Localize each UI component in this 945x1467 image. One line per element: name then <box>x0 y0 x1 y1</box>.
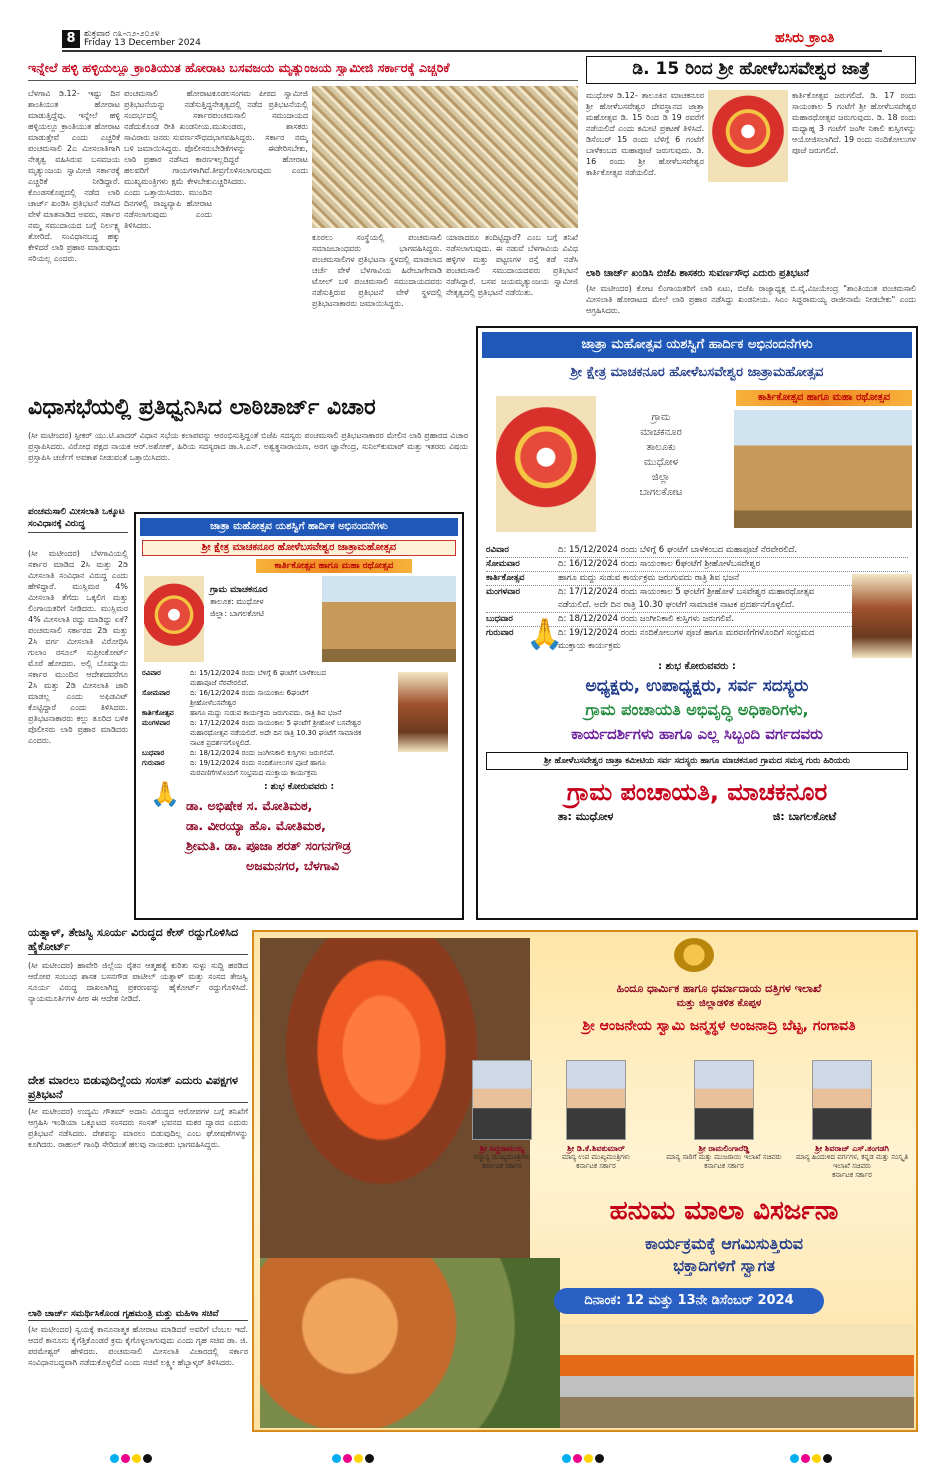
big-ad-district: ಜಿ: ಬಾಗಲಕೋಟೆ <box>772 810 837 823</box>
big-sched-text: ಹಾಗೂ ಮದ್ದು ಸುಡುವ ಕಾರ್ಯಕ್ರಮ ಜರುಗುವದು ರಾತ್ರಿ ಶಿವ ಭಜನೆ <box>558 573 740 583</box>
small-ad-name1: ಡಾ. ಅಭಿಷೇಕ ಸ. ಮೋತಿಮಠ, <box>186 798 313 813</box>
small-ad-name4: ಅಜಮನಗರ, ಬೆಳಗಾವಿ <box>246 858 340 873</box>
big-ad-idol-photo <box>496 396 596 532</box>
small-ad-name3: ಶ್ರೀಮತಿ. ಡಾ. ಪೂಜಾ ಶರತ್ ಸಂಗನಗೌಡ್ರ <box>186 838 352 853</box>
hanuma-dept: ಹಿಂದೂ ಧಾರ್ಮಿಕ ಹಾಗೂ ಧರ್ಮಾದಾಯ ದತ್ತಿಗಳ ಇಲಾಖೆ <box>616 982 822 995</box>
cmyk-dot <box>343 1454 352 1463</box>
small-sched-text: ದಿ: 17/12/2024 ರಂದು ಸಾಯಂಕಾಲ 5 ಘಂಟೆಗೆ ಶ್ರೀಹೋಳೆ ಬಸವೇಶ್ವರ ಮಹಾರಥೋತ್ಸವ ನಡೆಯಲಿದೆ. ಅದೇ ದಿನ ರಾತ್ರಿ 10.30 ಘಂಟೆಗೆ ಸಾಮಾಜಿಕ ನಾಟಕ ಪ್ರದರ್ಶನಗೊಳ್ಳಲಿದೆ. <box>190 719 362 747</box>
big-sched-row <box>486 586 908 613</box>
parliament-body: (ಸೀ ಮಟೀಂದರ) ಉದ್ಯಮಿ ಗೌತಮ್ ಅದಾನಿ ವಿರುದ್ಧದ ಆರೋಪಗಳ ಬಗ್ಗೆ ತನಿಖೆಗೆ ಆಗ್ರಹಿಸಿ ಇಂಡಿಯಾ ಒಕ್ಕೂಟದ ಸಂಸದರು ಸಂಸತ್ ಭವನದ ಮಕರ ದ್ವಾರದ ಎದುರು ಪ್ರತಿಭಟನೆ ನಡೆಸಿದರು. ದೇಶವನ್ನು ಮಾರಲು ಬಿಡುವುದಿಲ್ಲ ಎಂಬ ಘೋಷಣೆಗಳನ್ನು ಕೂಗಿದರು. ರಾಹುಲ್ ಗಾಂಧಿ ಸೇರಿದಂತೆ ಹಲವು ನಾಯಕರು ಭಾಗವಹಿಸಿದ್ದರು. <box>28 1107 248 1149</box>
big-ad-place-0: ಗ್ರಾಮ <box>651 412 671 423</box>
big-ad-temple-photo <box>734 410 912 528</box>
big-sched-text: ದಿ: 16/12/2024 ರಂದು ಸಾಯಂಕಾಲ 6ಘಂಟೆಗೆ ಶ್ರೀಹೋಳೆಬಸವೇಶ್ವರ <box>558 559 761 569</box>
big-sched-row <box>486 572 908 586</box>
cmyk-dot <box>790 1454 799 1463</box>
header-rule <box>62 50 882 52</box>
cmyk-marks-1 <box>110 1448 154 1467</box>
cmyk-dot <box>132 1454 141 1463</box>
leader-role-3: ಮಾನ್ಯ ಸಾರಿಗೆ ಮತ್ತು ಮುಜರಾಯಿ ಇಲಾಖೆ ಸಚಿವರು <box>666 1153 782 1161</box>
big-ad-place-3: ಮುಧೋಳ <box>643 457 679 468</box>
small-ad-greet-label: : ಶುಭ ಕೋರುವವರು : <box>263 782 335 792</box>
cmyk-dot <box>354 1454 363 1463</box>
lead-col3: ಕೂಡಲಸಂಗಮ ಪೀಠದ ಸ್ವಾಮೀಜಿ ನೇತೃತ್ವದಲ್ಲಿ ನಡೆದ ಪ್ರತಿಭಟನೆಯಲ್ಲಿ ಪಂಚಮಸಾಲಿ ಸಮುದಾಯದ ಮುಖಂಡರು, ಶಾಸಕರು ಭಾಗವಹಿಸಿದ್ದರು. ಸರ್ಕಾರ ನಮ್ಮ ಬೇಡಿಕೆಗಳನ್ನು ಈಡೇರಿಸಬೇಕು, ಇಲ್ಲದಿದ್ದರೆ ಹೋರಾಟ ತೀವ್ರಗೊಳಿಸಲಾಗುವುದು ಎಂದು ಎಚ್ಚರಿಸಿದರು. <box>212 89 308 186</box>
small-sched-row <box>142 758 456 778</box>
panchamasali-headline: ಪಂಚಮಸಾಲಿ ಮೀಸಲಾತಿ ಒಕ್ಕೂಟ ಸಂವಿಧಾನಕ್ಕೆ ವಿರುದ್ಧ <box>28 506 128 533</box>
leader-name-4: ಶ್ರೀ ಶಿವರಾಜ್ ಎಸ್.ತಂಗಡಗಿ <box>815 1144 889 1153</box>
big-sched-text: ದಿ: 15/12/2024 ರಂದು ಬೆಳಿಗ್ಗೆ 6 ಘಂಟೆಗೆ ಬಾಳೆಕಂಬದ ಮಹಾಪೂಜೆ ನೆರವೇರಲಿದೆ. <box>558 545 798 555</box>
small-sched-day: ಗುರುವಾರ <box>142 759 165 767</box>
holebasaveshwar-idol-photo <box>708 90 788 182</box>
protest-crowd-photo <box>312 86 578 228</box>
small-ad-chariot-photo <box>398 672 448 752</box>
big-ad-chariot-photo <box>852 574 912 658</box>
small-sched-text: ದಿ: 15/12/2024 ರಂದು ಬೆಳಿಗ್ಗೆ 6 ಘಂಟೆಗೆ ಬಾಳೆಕಂಬದ ಮಹಾಪೂಜೆ ನೆರವೇರಲಿದೆ. <box>190 669 327 687</box>
masthead: ಹಸಿರು ಕ್ರಾಂತಿ <box>775 30 835 46</box>
anjanadri-hill-photo <box>260 1258 560 1428</box>
leader-caption-4 <box>790 1144 914 1180</box>
hanuma-mala-ad <box>252 930 918 1432</box>
big-sched-day: ಮಂಗಳವಾರ <box>486 587 521 597</box>
leader-portrait-2 <box>566 1060 626 1140</box>
cmyk-dot <box>584 1454 593 1463</box>
leader-gov-4: ಕರ್ನಾಟಕ ಸರ್ಕಾರ <box>832 1171 872 1179</box>
cmyk-dot <box>595 1454 604 1463</box>
small-ad-subtitle: ಶ್ರೀ ಕ್ಷೇತ್ರ ಮಾಚಕನೂರ ಹೋಳೆಬಸವೇಶ್ವರ ಜಾತ್ರಾಮಹೋತ್ಸವ <box>142 540 456 556</box>
small-sched-text: ದಿ: 16/12/2024 ರಂದು ಸಾಯಂಕಾಲ 6ಘಂಟೆಗೆ ಶ್ರೀಹೋಳೆಬಸವೇಶ್ವರ <box>190 689 309 707</box>
temple-crowd-photo <box>560 1324 914 1428</box>
hanuma-temple: ಶ್ರೀ ಆಂಜನೇಯ ಸ್ವಾಮಿ ಜನ್ಮಸ್ಥಳ ಅಂಜನಾದ್ರಿ ಬೆಟ್ಟ, ಗಂಗಾವತಿ <box>582 1018 856 1034</box>
parliament-headline: ದೇಶ ಮಾರಲು ಬಿಡುವುದಿಲ್ಲೆಂದು ಸಂಸತ್ ಎದುರು ವಿಪಕ್ಷಗಳ ಪ್ರತಿಭಟನೆ <box>28 1074 248 1103</box>
small-sched-day: ಸೋಮವಾರ <box>142 689 170 697</box>
karnataka-emblem-icon <box>674 938 714 972</box>
lead-col1: ಬೆಳಗಾವಿ ಡಿ.12- ಇಷ್ಟು ದಿನ ಶಾಂತಿಯುತ ಹೋರಾಟ ಮಾಡುತ್ತಿದ್ದೆವು. ಇನ್ನೇಲೆ ಹಳ್ಳಿ ಹಳ್ಳಿಯಲ್ಲೂ ಕ್ರಾಂತಿಯುತ ಹೋರಾಟ ಮಾಡುತ್ತೇವೆ ಎಂದು ಎಚ್ಚರಿಕೆ ಪಂಚಮಸಾಲಿ 2ಎ ಮೀಸಲಾತಿಗಾಗಿ ನೇತೃತ್ವ ವಹಿಸಿರುವ ಬಸವಜಯ ಮೃತ್ಯುಂಜಯ ಸ್ವಾಮೀಜಿ ಸರ್ಕಾರಕ್ಕೆ ಎಚ್ಚರಿಕೆ ನೀಡಿದ್ದಾರೆ. ಕೊಂಡಸಕೊಪ್ಪದಲ್ಲಿ ನಡೆದ ಲಾಠಿ ಚಾರ್ಜ್ ಖಂಡಿಸಿ ಪ್ರತಿಭಟನೆ ನಡೆಸಿದ ವೇಳೆ ಮಾತನಾಡಿದ ಅವರು, ಸರ್ಕಾರ ನಮ್ಮ ಸಮುದಾಯದ ಬಗ್ಗೆ ನಿರ್ಲಕ್ಷ್ಯ ತೋರಿದೆ. ಸಂವಿಧಾನಬದ್ಧ ಹಕ್ಕು ಕೇಳಿದರೆ ಲಾಠಿ ಪ್ರಹಾರ ಮಾಡುವುದು ಸರಿಯಲ್ಲ ಎಂದರು. <box>28 89 120 263</box>
leader-name-3: ಶ್ರೀ ರಾಮಲಿಂಗಾರೆಡ್ಡಿ <box>698 1144 750 1153</box>
big-ad-title: ಜಾತ್ರಾ ಮಹೋತ್ಸವ ಯಶಸ್ವಿಗೆ ಹಾರ್ದಿಕ ಅಭಿನಂದನೆಗಳು <box>482 332 912 358</box>
cmyk-dot <box>562 1454 571 1463</box>
small-ad-place-3: ಜಿಲ್ಲಾ: ಬಾಗಲಕೋಟಿ <box>210 609 264 618</box>
big-sched-day: ಕಾರ್ತಿಕೋತ್ಸವ <box>486 573 525 583</box>
big-ad-place <box>606 410 716 500</box>
big-ad-greet1: ಅಧ್ಯಕ್ಷರು, ಉಪಾಧ್ಯಕ್ಷರು, ಸರ್ವ ಸದಸ್ಯರು <box>585 676 809 696</box>
hanuma-sub1: ಕಾರ್ಯಕ್ರಮಕ್ಕೆ ಆಗಮಿಸುತ್ತಿರುವ <box>644 1234 804 1253</box>
small-ad-place-2: ತಾಲೂಕ: ಮುಧೋಳ <box>210 597 264 606</box>
big-sched-day: ಬುಧವಾರ <box>486 614 513 624</box>
small-ad-temple-photo <box>322 576 456 662</box>
lathi-support-body: (ಸೀ ಮಟೀಂದರ) ಸ್ವಯಕ್ಕೆ ಕಾನೂನಾತ್ಮಕ ಹೋರಾಟ ಮಾಡಿದರೆ ಅವರಿಗೆ ಬೆಂಬಲ ಇದೆ. ಆದರೆ ಕಾನೂನು ಕೈಗೆತ್ತಿಕೊಂಡರೆ ಕ್ರಮ ಕೈಗೊಳ್ಳಲಾಗುವುದು ಎಂದು ಗೃಹ ಸಚಿವ ಡಾ. ಜಿ. ಪರಮೇಶ್ವರ್ ಹೇಳಿದರು. ಪಂಚಮಸಾಲಿ ಮೀಸಲಾತಿ ವಿಚಾರದಲ್ಲಿ ಸರ್ಕಾರ ಸಂವಿಧಾನಬದ್ಧವಾಗಿ ನಡೆದುಕೊಳ್ಳಲಿದೆ ಎಂದು ಸಚಿವೆ ಲಕ್ಷ್ಮೀ ಹೆಬ್ಬಾಳ್ಕರ್ ತಿಳಿಸಿದರು. <box>28 1325 248 1367</box>
big-ad-place-4: ಜಿಲ್ಲಾ <box>652 472 670 483</box>
jatre-body-a: ಮುಧೋಳ ಡಿ.12- ತಾಲೂಕಿನ ಮಾಚಕನೂರ ಶ್ರೀ ಹೋಳೆಬಸವೇಶ್ವರ ದೇವಸ್ಥಾನದ ಜಾತ್ರಾ ಮಹೋತ್ಸವ ಡಿ. 15 ರಿಂದ ಡಿ 19 ರವರೆಗೆ ನಡೆಯಲಿದೆ ಎಂದು ಕಮೀಟಿ ಪ್ರಕಟಣೆ ತಿಳಿಸಿದೆ. ಡಿಸೆಂಬರ್ 15 ರಂದು ಬೆಳಿಗ್ಗೆ 6 ಗಂಟೆಗೆ ಬಾಳೆಕಂಬದ ಮಹಾಪೂಜೆ ಜರುಗುವುದು. ಡಿ. 16 ರಂದು ಶ್ರೀ ಹೋಳೆಬಸವೇಶ್ವರ ಕಾರ್ತಿಕೋತ್ಸವ ನಡೆಯಲಿದೆ. <box>586 91 704 177</box>
big-ad-greet3: ಕಾರ್ಯದರ್ಶಿಗಳು ಹಾಗೂ ಎಲ್ಲ ಸಿಬ್ಬಂದಿ ವರ್ಗದವರು <box>571 725 823 743</box>
date-kannada: ಶುಕ್ರವಾರ ೧೩-೧೨-೨೦೨೪ <box>84 29 160 39</box>
date-line <box>84 30 201 48</box>
cmyk-dot <box>801 1454 810 1463</box>
cmyk-marks-2 <box>332 1448 376 1467</box>
small-ad-place-1: ಗ್ರಾಮ ಮಾಚಕನೂರ <box>210 585 268 595</box>
big-ad-committee: ಶ್ರೀ ಹೋಳೆಬಸವೇಶ್ವರ ಜಾತ್ರಾ ಕಮೀಟಿಯ ಸರ್ವ ಸದಸ್ಯರು ಹಾಗೂ ಮಾಚಕನೂರ ಗ್ರಾಮದ ಸಮಸ್ತ ಗುರು ಹಿರಿಯರು <box>486 752 908 770</box>
hanuma-dept2: ಮತ್ತು ಜಿಲ್ಲಾಡಳಿತ ಕೊಪ್ಪಳ <box>676 998 762 1009</box>
bjp-protest-headline: ಲಾಠಿ ಚಾರ್ಜ್ ಖಂಡಿಸಿ ಬಿಜೆಪಿ ಶಾಸಕರು ಸುವರ್ಣಸೌಧ ಎದುರು ಪ್ರತಿಭಟನೆ <box>586 268 809 279</box>
cmyk-dot <box>121 1454 130 1463</box>
date-english: Friday 13 December 2024 <box>84 38 201 48</box>
big-ad-org: ಗ್ರಾಮ ಪಂಚಾಯತಿ, ಮಾಚಕನೂರ <box>566 778 828 806</box>
panchamasali-body: (ಸೀ ಮಟೀಂದರ) ಬೆಳಗಾವಿಯಲ್ಲಿ ಸರ್ಕಾರ ಮಾಡಿದ 2ಸಿ ಮತ್ತು 2ಡಿ ಮೀಸಲಾತಿ ಸಂವಿಧಾನ ವಿರುದ್ಧ ಎಂದು ಹೇಳಿದ್ದಾರೆ. ಮುಸ್ಲಿಮರ 4% ಮೀಸಲಾತಿ ತೆಗೆದು ಒಕ್ಕಲಿಗ ಮತ್ತು ಲಿಂಗಾಯತರಿಗೆ ನೀಡಿದರು. ಮುಸ್ಲಿಮರ 4% ಮೀಸಲಾತಿ ರದ್ದು ಮಾಡಿದ್ದು ಏಕೆ? ಪಂಚಮಸಾಲಿ ಸರ್ಕಾರದ 2ಡಿ ಮತ್ತು 2ಸಿ ವರ್ಗ ಮೀಸಲಾತಿ ವಿರೋಧಿಸಿ ಗುಲಾಂ ರಸೂಲ್ ಸುಪ್ರೀಂಕೋರ್ಟ್ ಮೊರೆ ಹೋದರು. ಅಲ್ಲಿ ಬೊಮ್ಮಾಯಿ ಸರ್ಕಾರ ಮುಂದಿನ ಆದೇಶದವರೆಗೂ 2ಸಿ ಮತ್ತು 2ಡಿ ಮೀಸಲಾತಿ ಜಾರಿ ಮಾಡಲ್ಲ ಎಂದು ಅಫಿಡವಿಟ್ ಕೊಟ್ಟಿದ್ದಾರೆ ಎಂದು ತಿಳಿಸಿದರು. ಪ್ರತಿಭಟನಾಕಾರರು ಕಲ್ಲು ತೂರಿದ ಬಳಿಕ ಪೊಲೀಸರು ಲಾಠಿ ಪ್ರಹಾರ ಮಾಡಿದರು ಎಂದರು. <box>28 549 128 745</box>
cmyk-dot <box>332 1454 341 1463</box>
small-ad-idol-photo <box>144 576 204 662</box>
big-ad-place-1: ಮಾಚಕನೂರ <box>640 427 682 438</box>
hanuma-sub2: ಭಕ್ತಾದಿಗಳಿಗೆ ಸ್ವಾಗತ <box>673 1256 775 1275</box>
hanuma-title: ಹನುಮ ಮಾಲಾ ವಿಸರ್ಜನಾ <box>609 1196 839 1226</box>
cmyk-dot <box>823 1454 832 1463</box>
leader-gov-2: ಕರ್ನಾಟಕ ಸರ್ಕಾರ <box>576 1162 616 1170</box>
big-sched-day: ಗುರುವಾರ <box>486 628 514 638</box>
big-sched-text: ದಿ: 18/12/2024 ರಂದು ಜಂಗೀನಿಕಾಲಿ ಕುಸ್ತಿಗಳು ಜರುಗಲಿವೆ. <box>558 614 734 624</box>
leader-name-1: ಶ್ರೀ ಸಿದ್ದರಾಮಯ್ಯ <box>479 1144 525 1153</box>
leader-caption-2 <box>544 1144 648 1171</box>
leader-name-2: ಶ್ರೀ ಡಿ.ಕೆ.ಶಿವಕುಮಾರ್ <box>567 1144 625 1153</box>
lathi-support-headline: ಲಾಠಿ ಚಾರ್ಜ್ ಸಮರ್ಥಿಸಿಕೊಂಡ ಗೃಹಮಂತ್ರಿ ಮತ್ತು ಮಹಿಳಾ ಸಚಿವೆ <box>28 1308 248 1321</box>
namaste-hands-icon: 🙏 <box>526 617 564 652</box>
leader-caption-3 <box>662 1144 786 1171</box>
small-ad-schedule <box>142 668 456 778</box>
leader-role-1: ಸನ್ಮಾನ್ಯ ಮುಖ್ಯಮಂತ್ರಿಗಳು <box>473 1153 531 1161</box>
small-sched-day: ಕಾರ್ತಿಕೋತ್ಸವ <box>142 709 174 717</box>
big-ad-strip: ಕಾರ್ತಿಕೋತ್ಸವ ಹಾಗೂ ಮಹಾ ರಥೋತ್ಸವ <box>736 390 912 406</box>
big-sched-text: ದಿ: 17/12/2024 ರಂದು ಸಾಯಂಕಾಲ 5 ಘಂಟೆಗೆ ಶ್ರೀಹೋಳೆ ಬಸವೇಶ್ವರ ಮಹಾರಥೋತ್ಸವ ನಡೆಯಲಿದೆ. ಅದೇ ದಿನ ರಾತ್ರಿ 10.30 ಘಂಟೆಗೆ ಸಾಮಾಜಿಕ ನಾಟಕ ಪ್ರದರ್ಶನಗೊಳ್ಳಲಿದೆ. <box>558 587 815 610</box>
leader-role-2: ಮಾನ್ಯ ಉಪ ಮುಖ್ಯಮಂತ್ರಿಗಳು <box>562 1153 630 1161</box>
big-sched-day: ಸೋಮವಾರ <box>486 559 520 569</box>
big-ad-greet2: ಗ್ರಾಮ ಪಂಚಾಯತಿ ಅಭಿವೃದ್ಧಿ ಅಧಿಕಾರಿಗಳು, <box>585 700 809 719</box>
lead-col4: ಕೂರಲು ಸಂಸ್ಥೆಯಲ್ಲಿ ಪಂಚಮಸಾಲಿ ಸಮಾಜಬಾಂಧವರು ಭಾಗವಹಿಸಿದ್ದರು. ಪಂಚಮಸಾಲಿಗಳ ಪ್ರತಿಭಟನಾ ಸ್ಥಳದಲ್ಲಿ ಮಾಡಲಾದ ಚರ್ಚೆ ವೇಳೆ ಬೆಳಗಾವಿಯ ಹಿರೇಬಾಗೇವಾಡಿ ಟೋಲ್ ಬಳಿ ಪಂಚಮಸಾಲಿ ಸಮುದಾಯದವರು ನಡೆಸುತ್ತಿರುವ ಪ್ರತಿಭಟನೆ ವೇಳೆ ಸ್ಥಳದಲ್ಲಿ ಪ್ರತಿಭಟನಾಕಾರರು ಜಮಾಯಿಸಿದ್ದರು. <box>312 233 442 308</box>
big-ad-greet-label: : ಶುಭ ಕೋರುವವರು : <box>658 661 736 672</box>
small-ad-title: ಜಾತ್ರಾ ಮಹೋತ್ಸವ ಯಶಸ್ವಿಗೆ ಹಾರ್ದಿಕ ಅಭಿನಂದನೆಗಳು <box>140 518 458 536</box>
leader-gov-3: ಕರ್ನಾಟಕ ಸರ್ಕಾರ <box>704 1162 744 1170</box>
cmyk-dot <box>110 1454 119 1463</box>
page-number: 8 <box>62 30 80 48</box>
leader-role-4: ಮಾನ್ಯ ಹಿಂದುಳಿದ ವರ್ಗಗಳ, ಕನ್ನಡ ಮತ್ತು ಸಂಸ್ಕೃತಿ ಇಲಾಖೆ ಸಚಿವರು <box>795 1153 909 1170</box>
big-ad-place-2: ತಾಲೂಕು <box>646 442 676 453</box>
cmyk-dot <box>143 1454 152 1463</box>
lead-headline: ಇನ್ನೇಲೆ ಹಳ್ಳಿ ಹಳ್ಳಿಯಲ್ಲೂ ಕ್ರಾಂತಿಯುತ ಹೋರಾಟ ಬಸವಜಯ ಮೃತ್ಯುಂಜಯ ಸ್ವಾಮೀಜಿ ಸರ್ಕಾರಕ್ಕೆ ಎಚ್ಚರಿಕೆ <box>28 60 450 75</box>
big-sched-row <box>486 544 908 558</box>
lead-rule <box>28 80 578 81</box>
small-ad-strip: ಕಾರ್ತಿಕೋತ್ಸವ ಹಾಗೂ ಮಹಾ ರಥೋತ್ಸವ <box>256 559 412 573</box>
yatnal-headline: ಯತ್ನಾಳ್, ತೇಜಸ್ವಿ ಸೂರ್ಯ ವಿರುದ್ಧದ ಕೇಸ್ ರದ್ದುಗೊಳಿಸಿದ ಹೈಕೋರ್ಟ್ <box>28 926 248 955</box>
cmyk-dot <box>365 1454 374 1463</box>
small-sched-day: ಬುಧವಾರ <box>142 749 165 757</box>
small-sched-day: ರವಿವಾರ <box>142 669 161 677</box>
namaste-hands-icon: 🙏 <box>150 780 180 808</box>
cmyk-dot <box>573 1454 582 1463</box>
big-ad-subtitle: ಶ್ರೀ ಕ್ಷೇತ್ರ ಮಾಚಕನೂರ ಹೋಳೆಬಸವೇಶ್ವರ ಜಾತ್ರಾಮಹೋತ್ಸವ <box>570 365 824 380</box>
hanuma-date-pill: ದಿನಾಂಕ: 12 ಮತ್ತು 13ನೇ ಡಿಸೆಂಬರ್ 2024 <box>554 1288 824 1314</box>
small-sched-text: ದಿ: 19/12/2024 ರಂದು ನಂದಿಕೋಲುಗಳ ಪೂಜೆ ಹಾಗೂ ಮರವಣಿಗೆಗಳೊಂದಿಗೆ ಸಂಭ್ರಮದ ಮುಕ್ತಾಯ ಕಾರ್ಯಕ್ರಮ <box>190 759 326 777</box>
big-ad-taluk: ತಾ: ಮುಧೋಳ <box>557 810 614 823</box>
vidhana-headline: ವಿಧಾಸಭೆಯಲ್ಲಿ ಪ್ರತಿಧ್ವನಿಸಿದ ಲಾಠಿಚಾರ್ಜ್ ವಿಚಾರ <box>28 395 376 420</box>
bjp-protest-body: (ಸೀ ಮಟೀಂದರ) ಕೋಟ ಲಿಂಗಾಯತರಿಗೆ ಲಾಠಿ ಏಟು, ಬಿಜೆಪಿ ರಾಜ್ಯಾಧ್ಯಕ್ಷ ಬಿ.ವೈ.ವಿಜಯೇಂದ್ರ "ಶಾಂತಿಯುತ ಪಂಚಮಸಾಲಿ ಮೀಸಲಾತಿ ಹೋರಾಟದ ಮೇಲೆ ಲಾಠಿ ಪ್ರಹಾರ ನಡೆಸಿದ್ದು ಖಂಡನೀಯ. ಸಿಎಂ ಸಿದ್ದರಾಮಯ್ಯ ರಾಜೀನಾಮೆ ನೀಡಬೇಕು" ಎಂದು ಆಗ್ರಹಿಸಿದರು. <box>586 284 916 315</box>
small-ad-place <box>210 584 320 620</box>
leader-portrait-3 <box>694 1060 754 1140</box>
big-sched-row <box>486 558 908 572</box>
jatre-headline: ಡಿ. 15 ರಿಂದ ಶ್ರೀ ಹೋಳೆಬಸವೇಶ್ವರ ಜಾತ್ರೆ <box>586 56 916 84</box>
lead-col2: ಪಂಚಮಸಾಲಿ ಹೋರಾಟ ಪ್ರತಿಭಟನೆಯನ್ನು ನಡೆಸುತ್ತಿದ್ದ ಸಂದರ್ಭದಲ್ಲಿ ಸರ್ಕಾರ ನಡೆದುಕೊಂಡ ರೀತಿ ಖಂಡನೀಯ. ಸಾವಿರಾರು ಜನರು ಸುವರ್ಣಸೌಧದ ಬಳಿ ಜಮಾಯಿಸಿದ್ದರು. ಪೊಲೀಸರು ಲಾಠಿ ಪ್ರಹಾರ ನಡೆಸಿದ ಕಾರಣ ಹಲವರಿಗೆ ಗಾಯಗಳಾಗಿವೆ. ಮುಖ್ಯಮಂತ್ರಿಗಳು ಕ್ಷಮೆ ಕೇಳಬೇಕು ಎಂದು ಒತ್ತಾಯಿಸಿದರು. ಮುಂದಿನ ದಿನಗಳಲ್ಲಿ ರಾಜ್ಯವ್ಯಾಪಿ ಹೋರಾಟ ನಡೆಸಲಾಗುವುದು ಎಂದು ತಿಳಿಸಿದರು. <box>124 89 212 230</box>
jatre-body-b: ಕಾರ್ತಿಕೋತ್ಸವ ಜರುಗಲಿದೆ. ಡಿ. 17 ರಂದು ಸಾಯಂಕಾಲ 5 ಗಂಟೆಗೆ ಶ್ರೀ ಹೋಳೆಬಸವೇಶ್ವರ ಮಹಾರಥೋತ್ಸವ ಜರುಗುವುದು. ಡಿ. 18 ರಂದು ಮಧ್ಯಾಹ್ನ 3 ಗಂಟೆಗೆ ಜಂಗೀ ನಿಕಾಲಿ ಕುಸ್ತಿಗಳನ್ನು ಆಯೋಜಿಸಲಾಗಿದೆ. 19 ರಂದು ನಂದಿಕೋಲುಗಳ ಪೂಜೆ ಜರುಗಲಿದೆ. <box>792 91 916 155</box>
cmyk-marks-3 <box>562 1448 606 1467</box>
big-sched-text: ದಿ: 19/12/2024 ರಂದು ನಂದಿಕೋಲುಗಳ ಪೂಜೆ ಹಾಗೂ ಮರವಣಿಗೆಗಳೊಂದಿಗೆ ಸಂಭ್ರಮದ ಮುಕ್ತಾಯ ಕಾರ್ಯಕ್ರಮ <box>558 628 815 651</box>
leader-portrait-4 <box>812 1060 872 1140</box>
cmyk-dot <box>812 1454 821 1463</box>
big-ad-schedule <box>486 544 908 653</box>
big-ad-footer <box>478 810 916 824</box>
small-jatre-ad <box>134 512 464 920</box>
yatnal-body: (ಸೀ ಮಟೀಂದರ) ಹಾವೇರಿ ಜಿಲ್ಲೆಯ ರೈತನ ಆತ್ಮಹತ್ಯೆ ಕುರಿತು ಸುಳ್ಳು ಸುದ್ದಿ ಹರಡಿದ ಆರೋಪ ಸಂಬಂಧ ಶಾಸಕ ಬಸನಗೌಡ ಪಾಟೀಲ್ ಯತ್ನಾಳ್ ಮತ್ತು ಸಂಸದ ತೇಜಸ್ವಿ ಸೂರ್ಯ ವಿರುದ್ಧ ದಾಖಲಾಗಿದ್ದ ಪ್ರಕರಣವನ್ನು ಹೈಕೋರ್ಟ್ ರದ್ದುಗೊಳಿಸಿದೆ. ನ್ಯಾಯಮೂರ್ತಿಗಳ ಪೀಠ ಈ ಆದೇಶ ನೀಡಿದೆ. <box>28 961 248 1003</box>
cmyk-marks-4 <box>790 1448 834 1467</box>
leader-portrait-1 <box>472 1060 532 1140</box>
leader-caption-1 <box>450 1144 554 1171</box>
big-sched-day: ರವಿವಾರ <box>486 545 509 555</box>
small-sched-day: ಮಂಗಳವಾರ <box>142 719 171 727</box>
big-ad-place-5: ಬಾಗಲಕೋಟ <box>639 487 683 498</box>
small-sched-text: ದಿ: 18/12/2024 ರಂದು ಜಂಗೀನಿಕಾಲಿ ಕುಸ್ತಿಗಳು ಜರುಗಲಿವೆ. <box>190 749 335 757</box>
leader-gov-1: ಕರ್ನಾಟಕ ಸರ್ಕಾರ <box>482 1162 522 1170</box>
vidhana-body: (ಸೀ ಮಟೀಂದರ) ಸ್ಪೀಕರ್ ಯು.ಟಿ.ಖಾದರ್ ವಿಧಾನ ಸಭೆಯ ಕಲಾಪವನ್ನು ಆರಂಭಿಸುತ್ತಿದ್ದಂತೆ ಬಿಜೆಪಿ ಸದಸ್ಯರು ಪಂಚಮಸಾಲಿ ಪ್ರತಿಭಟನಾಕಾರರ ಮೇಲಿನ ಲಾಠಿ ಪ್ರಹಾರದ ವಿಚಾರ ಪ್ರಸ್ತಾಪಿಸಿದರು. ವಿರೋಧ ಪಕ್ಷದ ನಾಯಕ ಆರ್.ಅಶೋಕ್, ಹಿರಿಯ ಸದಸ್ಯರಾದ ಡಾ.ಸಿ.ಎನ್. ಅಶ್ವತ್ಥನಾರಾಯಣ, ಅರಗ ಜ್ಞಾನೇಂದ್ರ, ಸುನಿಲ್‌ಕುಮಾರ್ ಮತ್ತು ಇತರರು ವಿಷಯ ಪ್ರಸ್ತಾಪಿಸಿ ಚರ್ಚೆಗೆ ಅವಕಾಶ ನೀಡುವಂತೆ ಒತ್ತಾಯಿಸಿದರು. <box>28 431 468 462</box>
small-ad-name2: ಡಾ. ವೀರಯ್ಯಾ ಹೊ. ಮೋತಿಮಠ, <box>186 818 326 833</box>
small-sched-text: ಹಾಗೂ ಮದ್ದು ಸುಡುವ ಕಾರ್ಯಕ್ರಮ ಜರುಗುವದು. ರಾತ್ರಿ ಶಿವ ಭಜನೆ <box>190 709 342 717</box>
big-jatre-ad <box>476 326 918 920</box>
lead-col5: ಯಾರಾದರೂ ತಂದಿಟ್ಟಿದ್ದಾರೆ? ಎಂಬ ಬಗ್ಗೆ ತನಿಖೆ ನಡೆಸಲಾಗುವುದು. ಈ ನಡುವೆ ಬೆಳಗಾವಿಯ ವಿವಿಧ ಹಳ್ಳಿಗಳ ಮತ್ತು ಪಟ್ಟಣಗಳ ರಸ್ತೆ ತಡೆ ನಡೆಸಿ ಪಂಚಮಸಾಲಿ ಸಮುದಾಯದವರು ಪ್ರತಿಭಟನೆ ನಡೆಸಿದ್ದಾರೆ. ಬಸವ ಜಯಮೃತ್ಯುಂಜಯ ಸ್ವಾಮೀಜಿ ನೇತೃತ್ವದಲ್ಲಿ ಪ್ರತಿಭಟನೆ ನಡೆಯಿತು. <box>446 233 578 297</box>
